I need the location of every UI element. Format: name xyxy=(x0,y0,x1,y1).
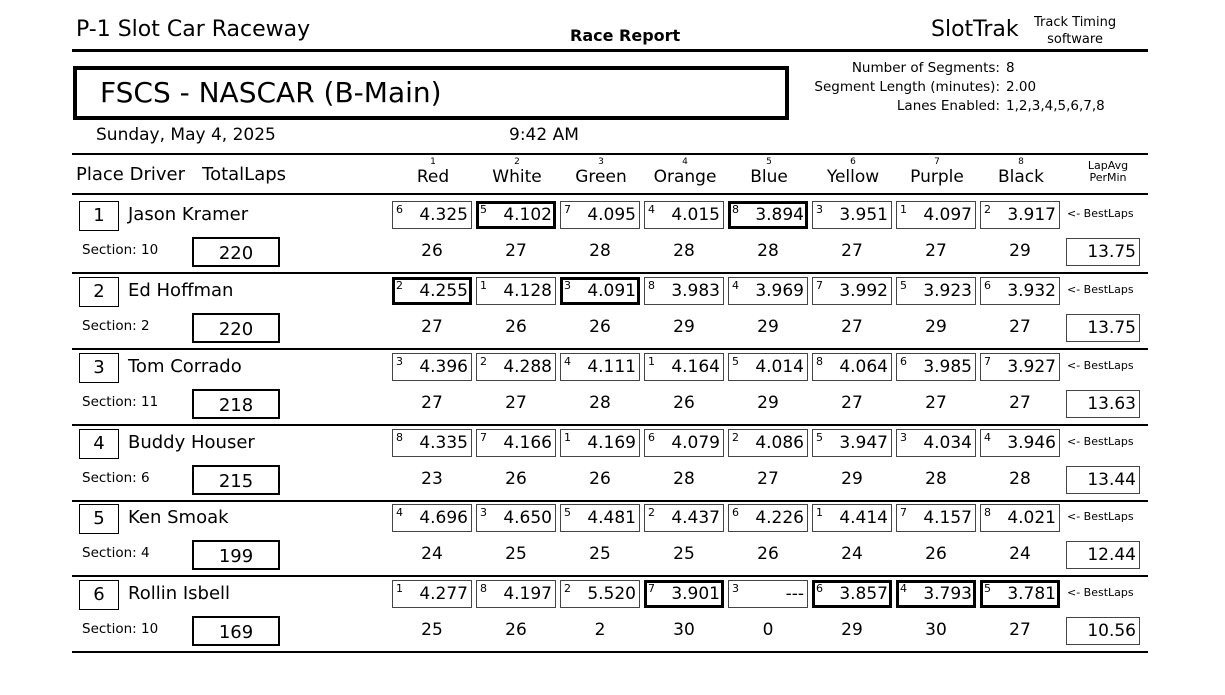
row-separator xyxy=(72,651,1148,653)
best-lap-cell xyxy=(560,580,640,608)
lap-time: 4.650 xyxy=(503,508,552,528)
best-lap-cell xyxy=(896,201,976,229)
lane-lap-count: 25 xyxy=(589,544,611,564)
lap-rank: 5 xyxy=(816,431,823,444)
lap-rank: 8 xyxy=(732,203,739,216)
lap-time: 4.277 xyxy=(419,584,468,604)
best-lap-cell xyxy=(896,429,976,457)
lane-lap-count: 26 xyxy=(925,544,947,564)
lane-lap-count: 27 xyxy=(1009,620,1031,640)
lane-lap-count: 27 xyxy=(1009,317,1031,337)
lap-rank: 2 xyxy=(480,355,487,368)
row-separator xyxy=(72,272,1148,274)
lap-rank: 6 xyxy=(732,506,739,519)
lane-lap-count: 25 xyxy=(421,620,443,640)
lap-time: 4.128 xyxy=(503,281,552,301)
best-lap-cell xyxy=(560,201,640,229)
lane-header-blue xyxy=(729,157,809,187)
best-laps-label: <- BestLaps xyxy=(1067,359,1134,372)
lap-time: 3.894 xyxy=(755,205,804,225)
best-laps-label: <- BestLaps xyxy=(1067,283,1134,296)
place-number: 1 xyxy=(79,201,119,231)
lap-time: 4.034 xyxy=(923,433,972,453)
segment-length-label: Segment Length (minutes): xyxy=(814,79,1000,95)
lap-time: 3.927 xyxy=(1007,357,1056,377)
lap-average: 13.44 xyxy=(1066,466,1140,494)
raceway-title: P-1 Slot Car Raceway xyxy=(76,17,311,42)
best-lap-cell xyxy=(728,201,808,229)
lap-time: 3.857 xyxy=(839,584,888,604)
lap-time: 4.437 xyxy=(671,508,720,528)
lane-lap-count: 29 xyxy=(757,393,779,413)
lanes-enabled-row xyxy=(760,97,1120,116)
lane-lap-count: 2 xyxy=(594,620,606,640)
lap-time: 4.111 xyxy=(587,357,636,377)
place-number: 6 xyxy=(79,580,119,610)
lane-header-black xyxy=(981,157,1061,187)
lap-rank: 1 xyxy=(648,355,655,368)
lane-lap-count: 29 xyxy=(757,317,779,337)
lane-color: Yellow xyxy=(826,167,880,187)
race-name: FSCS - NASCAR (B-Main) xyxy=(100,76,442,109)
lap-time: 4.481 xyxy=(587,508,636,528)
best-lap-cell xyxy=(392,201,472,229)
place-number: 2 xyxy=(79,277,119,307)
lap-rank: 2 xyxy=(648,506,655,519)
lapavg-header-line-2: PerMin xyxy=(1089,171,1127,184)
lane-color: Blue xyxy=(750,167,788,187)
lane-header-purple xyxy=(897,157,977,187)
lane-lap-count: 25 xyxy=(505,544,527,564)
lane-number: 4 xyxy=(682,157,688,167)
column-header-rule xyxy=(72,193,1148,195)
lap-rank: 5 xyxy=(564,506,571,519)
lane-lap-count: 27 xyxy=(925,241,947,261)
best-lap-cell xyxy=(896,353,976,381)
lane-lap-count: 28 xyxy=(925,469,947,489)
column-header-left: Place Driver TotalLaps xyxy=(76,164,287,185)
lane-lap-count: 25 xyxy=(673,544,695,564)
best-lap-cell xyxy=(644,277,724,305)
lap-rank: 4 xyxy=(900,582,907,595)
best-lap-cell xyxy=(392,580,472,608)
place-number: 3 xyxy=(79,353,119,383)
best-lap-cell xyxy=(560,277,640,305)
lap-rank: 7 xyxy=(816,279,823,292)
lap-rank: 3 xyxy=(900,431,907,444)
best-lap-cell xyxy=(560,353,640,381)
segments-label: Number of Segments: xyxy=(851,60,1000,76)
brand-subtitle xyxy=(1034,14,1116,48)
total-laps: 220 xyxy=(192,237,280,267)
lap-time: 3.901 xyxy=(671,584,720,604)
lane-number: 8 xyxy=(1018,157,1024,167)
place-number: 5 xyxy=(79,504,119,534)
lap-rank: 8 xyxy=(816,355,823,368)
lap-time: 3.781 xyxy=(1007,584,1056,604)
lane-lap-count: 27 xyxy=(841,393,863,413)
lap-rank: 1 xyxy=(816,506,823,519)
lap-time: 4.021 xyxy=(1007,508,1056,528)
row-separator xyxy=(72,500,1148,502)
best-lap-cell xyxy=(728,277,808,305)
lap-rank: 6 xyxy=(648,431,655,444)
lane-number: 5 xyxy=(766,157,772,167)
section-label: Section: 4 xyxy=(82,545,150,561)
top-rule xyxy=(72,49,1148,52)
best-lap-cell xyxy=(980,580,1060,608)
lap-rank: 4 xyxy=(984,431,991,444)
best-lap-cell xyxy=(644,504,724,532)
lap-rank: 3 xyxy=(816,203,823,216)
best-lap-cell xyxy=(644,429,724,457)
section-label: Section: 10 xyxy=(82,242,159,258)
best-lap-cell xyxy=(476,201,556,229)
lap-time: 4.169 xyxy=(587,433,636,453)
best-lap-cell xyxy=(392,504,472,532)
lap-time: 4.288 xyxy=(503,357,552,377)
best-lap-cell xyxy=(728,504,808,532)
lap-rank: 6 xyxy=(984,279,991,292)
lane-header-orange xyxy=(645,157,725,187)
total-laps: 199 xyxy=(192,540,280,570)
best-lap-cell xyxy=(476,504,556,532)
lap-rank: 2 xyxy=(564,582,571,595)
lap-rank: 4 xyxy=(732,279,739,292)
lap-rank: 1 xyxy=(564,431,571,444)
lane-color: Black xyxy=(998,167,1044,187)
lane-lap-count: 29 xyxy=(1009,241,1031,261)
lap-time: 4.014 xyxy=(755,357,804,377)
best-lap-cell xyxy=(812,201,892,229)
lane-number: 2 xyxy=(514,157,520,167)
best-lap-cell xyxy=(476,429,556,457)
lap-time: 4.255 xyxy=(419,281,468,301)
section-label: Section: 11 xyxy=(82,394,159,410)
lap-rank: 8 xyxy=(396,431,403,444)
best-lap-cell xyxy=(392,429,472,457)
lane-lap-count: 28 xyxy=(757,241,779,261)
lap-time: 4.086 xyxy=(755,433,804,453)
segment-length-value: 2.00 xyxy=(1006,79,1037,95)
lap-rank: 4 xyxy=(564,355,571,368)
segments-row xyxy=(760,59,1120,78)
best-laps-label: <- BestLaps xyxy=(1067,207,1134,220)
lap-rank: 3 xyxy=(480,506,487,519)
lap-rank: 3 xyxy=(396,355,403,368)
lane-header-white xyxy=(477,157,557,187)
lane-lap-count: 29 xyxy=(841,620,863,640)
lapavg-header-line-1: LapAvg xyxy=(1087,159,1129,172)
driver-name: Rollin Isbell xyxy=(128,583,231,604)
lane-lap-count: 28 xyxy=(1009,469,1031,489)
segments-value: 8 xyxy=(1006,60,1015,76)
best-lap-cell xyxy=(896,504,976,532)
lap-rank: 2 xyxy=(732,431,739,444)
lap-rank: 2 xyxy=(396,279,403,292)
lap-time: 4.335 xyxy=(419,433,468,453)
driver-name: Jason Kramer xyxy=(128,204,249,225)
driver-name: Ed Hoffman xyxy=(128,280,234,301)
lap-rank: 7 xyxy=(648,582,655,595)
lane-lap-count: 24 xyxy=(1009,544,1031,564)
lap-rank: 4 xyxy=(648,203,655,216)
lap-time: 4.064 xyxy=(839,357,888,377)
lap-time: 4.095 xyxy=(587,205,636,225)
lane-lap-count: 27 xyxy=(421,317,443,337)
brand-subtitle-line-1: Track Timing xyxy=(1034,15,1117,30)
best-lap-cell xyxy=(812,580,892,608)
lap-rank: 6 xyxy=(900,355,907,368)
best-lap-cell xyxy=(560,504,640,532)
lap-time: 4.091 xyxy=(587,281,636,301)
lane-color: Orange xyxy=(653,167,717,187)
best-lap-cell xyxy=(728,580,808,608)
header-rule xyxy=(72,153,1148,155)
lap-rank: 7 xyxy=(900,506,907,519)
lane-lap-count: 30 xyxy=(925,620,947,640)
total-laps: 220 xyxy=(192,313,280,343)
lap-rank: 6 xyxy=(396,203,403,216)
lap-time: 3.969 xyxy=(755,281,804,301)
lane-lap-count: 27 xyxy=(505,241,527,261)
lane-lap-count: 29 xyxy=(925,317,947,337)
best-lap-cell xyxy=(896,580,976,608)
lap-time: 3.985 xyxy=(923,357,972,377)
lap-rank: 7 xyxy=(984,355,991,368)
lap-rank: 7 xyxy=(564,203,571,216)
race-info xyxy=(760,59,1120,116)
lap-rank: 4 xyxy=(396,506,403,519)
lap-rank: 5 xyxy=(984,582,991,595)
best-lap-cell xyxy=(476,580,556,608)
total-laps: 169 xyxy=(192,616,280,646)
lap-time: 4.197 xyxy=(503,584,552,604)
best-lap-cell xyxy=(980,504,1060,532)
brand-name: SlotTrak xyxy=(931,17,1019,42)
lane-lap-count: 30 xyxy=(673,620,695,640)
race-time: 9:42 AM xyxy=(509,125,579,145)
best-laps-label: <- BestLaps xyxy=(1067,435,1134,448)
lane-lap-count: 26 xyxy=(589,317,611,337)
lane-color: Red xyxy=(416,167,450,187)
driver-name: Tom Corrado xyxy=(128,356,242,377)
lap-rank: 5 xyxy=(480,203,487,216)
lane-number: 7 xyxy=(934,157,940,167)
best-lap-cell xyxy=(476,353,556,381)
lane-header-red xyxy=(393,157,473,187)
best-lap-cell xyxy=(980,201,1060,229)
lap-average: 10.56 xyxy=(1066,617,1140,645)
best-lap-cell xyxy=(728,429,808,457)
driver-name: Buddy Houser xyxy=(128,432,255,453)
lane-lap-count: 27 xyxy=(841,317,863,337)
lap-rank: 5 xyxy=(732,355,739,368)
lap-rank: 1 xyxy=(900,203,907,216)
total-laps: 215 xyxy=(192,465,280,495)
lane-header-green xyxy=(561,157,641,187)
lane-color: Green xyxy=(575,167,627,187)
lap-time: 3.932 xyxy=(1007,281,1056,301)
best-laps-label: <- BestLaps xyxy=(1067,586,1134,599)
best-lap-cell xyxy=(392,353,472,381)
section-label: Section: 2 xyxy=(82,318,150,334)
lane-number: 1 xyxy=(430,157,436,167)
lane-lap-count: 28 xyxy=(673,241,695,261)
lane-lap-count: 27 xyxy=(1009,393,1031,413)
lane-lap-count: 27 xyxy=(421,393,443,413)
best-lap-cell xyxy=(644,353,724,381)
lane-lap-count: 26 xyxy=(505,469,527,489)
lane-number: 6 xyxy=(850,157,856,167)
lap-time: 3.947 xyxy=(839,433,888,453)
lap-time: 4.226 xyxy=(755,508,804,528)
lane-lap-count: 23 xyxy=(421,469,443,489)
race-date: Sunday, May 4, 2025 xyxy=(96,125,276,145)
row-separator xyxy=(72,575,1148,577)
lane-lap-count: 28 xyxy=(589,241,611,261)
lap-average: 13.75 xyxy=(1066,314,1140,342)
lap-time: 4.097 xyxy=(923,205,972,225)
lap-time: 3.917 xyxy=(1007,205,1056,225)
lap-average: 13.63 xyxy=(1066,390,1140,418)
lap-rank: 6 xyxy=(816,582,823,595)
lane-lap-count: 27 xyxy=(841,241,863,261)
lane-color: Purple xyxy=(910,167,964,187)
best-lap-cell xyxy=(728,353,808,381)
lap-average: 12.44 xyxy=(1066,541,1140,569)
lap-time: --- xyxy=(785,584,804,604)
lane-lap-count: 27 xyxy=(757,469,779,489)
best-lap-cell xyxy=(560,429,640,457)
row-separator xyxy=(72,424,1148,426)
lane-lap-count: 0 xyxy=(762,620,774,640)
lane-lap-count: 27 xyxy=(505,393,527,413)
lane-lap-count: 24 xyxy=(841,544,863,564)
lap-time: 3.793 xyxy=(923,584,972,604)
lap-time: 4.102 xyxy=(503,205,552,225)
lap-time: 3.951 xyxy=(839,205,888,225)
lanes-enabled-value: 1,2,3,4,5,6,7,8 xyxy=(1006,98,1105,114)
best-lap-cell xyxy=(812,504,892,532)
lanes-enabled-label: Lanes Enabled: xyxy=(896,98,1000,114)
driver-name: Ken Smoak xyxy=(128,507,229,528)
best-lap-cell xyxy=(644,201,724,229)
lane-lap-count: 26 xyxy=(421,241,443,261)
lap-rank: 7 xyxy=(480,431,487,444)
lane-lap-count: 26 xyxy=(757,544,779,564)
best-lap-cell xyxy=(644,580,724,608)
lap-rank: 1 xyxy=(480,279,487,292)
lap-time: 3.983 xyxy=(671,281,720,301)
lapavg-header xyxy=(1078,160,1138,184)
lap-time: 3.992 xyxy=(839,281,888,301)
lane-header-yellow xyxy=(813,157,893,187)
lap-time: 4.166 xyxy=(503,433,552,453)
lane-lap-count: 26 xyxy=(589,469,611,489)
best-lap-cell xyxy=(812,429,892,457)
lap-rank: 8 xyxy=(648,279,655,292)
lane-lap-count: 26 xyxy=(673,393,695,413)
brand-subtitle-line-2: software xyxy=(1047,32,1103,47)
lap-time: 4.696 xyxy=(419,508,468,528)
section-label: Section: 6 xyxy=(82,470,150,486)
lap-time: 4.414 xyxy=(839,508,888,528)
lane-lap-count: 26 xyxy=(505,317,527,337)
lap-rank: 2 xyxy=(984,203,991,216)
lap-rank: 5 xyxy=(900,279,907,292)
lap-time: 4.157 xyxy=(923,508,972,528)
lap-rank: 8 xyxy=(480,582,487,595)
best-lap-cell xyxy=(392,277,472,305)
lane-lap-count: 28 xyxy=(589,393,611,413)
best-lap-cell xyxy=(980,353,1060,381)
lane-lap-count: 26 xyxy=(505,620,527,640)
lane-number: 3 xyxy=(598,157,604,167)
lap-time: 4.396 xyxy=(419,357,468,377)
lap-time: 4.164 xyxy=(671,357,720,377)
best-lap-cell xyxy=(812,277,892,305)
place-number: 4 xyxy=(79,429,119,459)
lap-time: 4.079 xyxy=(671,433,720,453)
lane-lap-count: 28 xyxy=(673,469,695,489)
best-lap-cell xyxy=(980,277,1060,305)
best-laps-label: <- BestLaps xyxy=(1067,510,1134,523)
report-title: Race Report xyxy=(570,26,681,45)
best-lap-cell xyxy=(812,353,892,381)
lap-rank: 8 xyxy=(984,506,991,519)
total-laps: 218 xyxy=(192,389,280,419)
section-label: Section: 10 xyxy=(82,621,159,637)
lap-time: 3.946 xyxy=(1007,433,1056,453)
best-lap-cell xyxy=(896,277,976,305)
lap-time: 3.923 xyxy=(923,281,972,301)
lane-lap-count: 29 xyxy=(673,317,695,337)
lap-average: 13.75 xyxy=(1066,238,1140,266)
lap-rank: 1 xyxy=(396,582,403,595)
row-separator xyxy=(72,348,1148,350)
lap-time: 5.520 xyxy=(587,584,636,604)
segment-length-row xyxy=(760,78,1120,97)
best-lap-cell xyxy=(476,277,556,305)
lane-color: White xyxy=(492,167,542,187)
lap-time: 4.325 xyxy=(419,205,468,225)
lap-rank: 3 xyxy=(732,582,739,595)
lap-rank: 3 xyxy=(564,279,571,292)
lap-time: 4.015 xyxy=(671,205,720,225)
lane-lap-count: 27 xyxy=(925,393,947,413)
best-lap-cell xyxy=(980,429,1060,457)
lane-lap-count: 24 xyxy=(421,544,443,564)
lane-lap-count: 29 xyxy=(841,469,863,489)
